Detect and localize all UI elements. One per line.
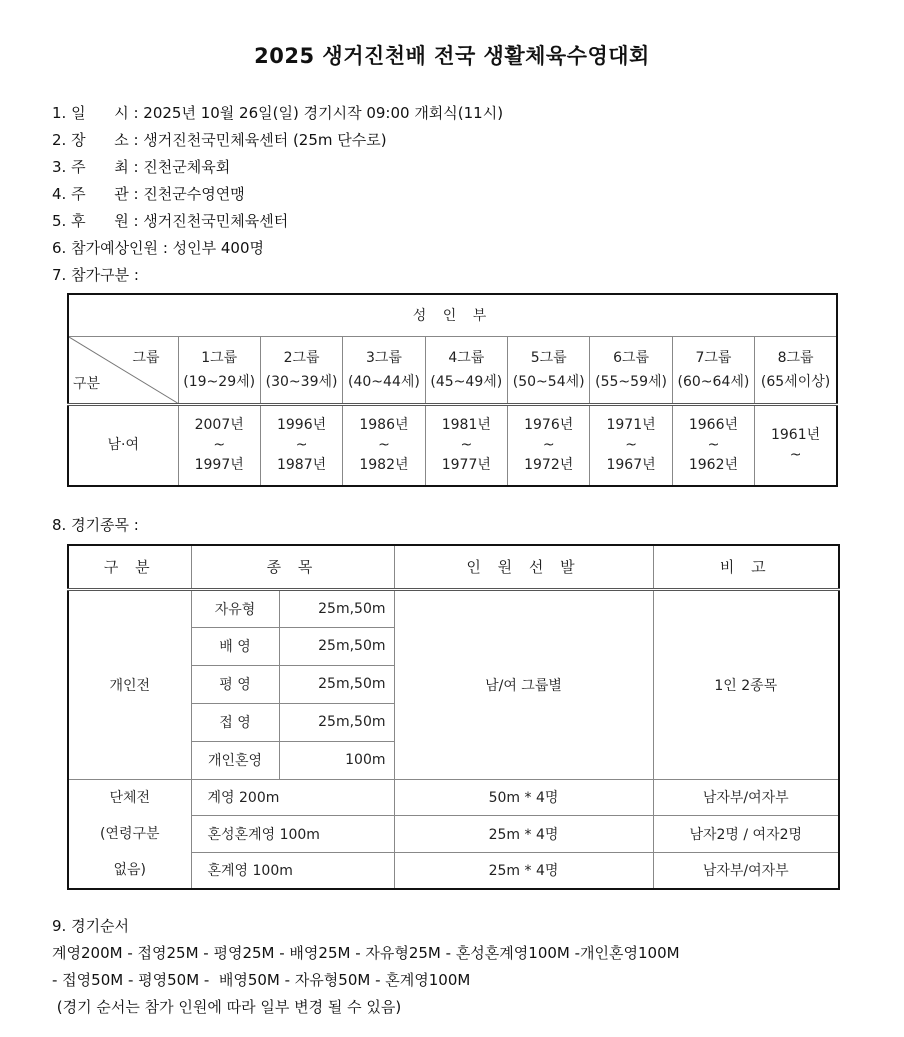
birth-range-4: 1981년 ~ 1977년 — [425, 404, 507, 486]
corner-label-group: 그룹 — [132, 349, 160, 366]
team-event-name: 혼계영 100m — [191, 852, 394, 889]
header-category: 구 분 — [68, 545, 191, 589]
order-line: 계영200M - 접영25M - 평영25M - 배영25M - 자유형25M - 혼성혼계영100M -개인혼영100M — [52, 944, 680, 962]
events-table — [67, 544, 840, 890]
team-event-note: 남자부/여자부 — [653, 852, 839, 889]
team-event-note: 남자부/여자부 — [653, 779, 839, 816]
corner-header — [68, 336, 178, 404]
info-label: 후 원 — [71, 212, 129, 230]
info-num: 6. — [52, 239, 67, 257]
group-header-3: 3그룹 (40~44세) — [343, 336, 425, 404]
event-name: 개인혼영 — [191, 741, 279, 779]
info-value: 진천군체육회 — [143, 158, 231, 176]
info-label: 참가예상인원 — [71, 239, 159, 257]
event-distance: 100m — [279, 741, 394, 779]
corner-label-category: 구분 — [73, 375, 101, 392]
info-num: 7. — [52, 266, 67, 284]
age-group-table — [67, 293, 838, 487]
event-name: 배 영 — [191, 627, 279, 665]
team-event-name: 계영 200m — [191, 779, 394, 816]
birth-range-6: 1971년 ~ 1967년 — [590, 404, 672, 486]
group-header-7: 7그룹 (60~64세) — [672, 336, 754, 404]
info-num: 2. — [52, 131, 67, 149]
birth-range-3: 1986년 ~ 1982년 — [343, 404, 425, 486]
order-note: (경기 순서는 참가 인원에 따라 일부 변경 될 수 있음) — [52, 998, 402, 1016]
info-num: 4. — [52, 185, 67, 203]
info-row-date: 1. 일 시 : 2025년 10월 26일(일) 경기시작 09:00 개회식(11시) — [52, 104, 504, 122]
event-name: 접 영 — [191, 703, 279, 741]
group-header-1: 1그룹 (19~29세) — [178, 336, 260, 404]
info-label: 주 최 — [71, 158, 129, 176]
info-value: 생거진천국민체육센터 (25m 단수로) — [143, 131, 387, 149]
info-row-category: 7. 참가구분 : — [52, 266, 139, 284]
team-event-selection: 50m * 4명 — [394, 779, 653, 816]
info-num: 5. — [52, 212, 67, 230]
header-selection: 인 원 선 발 — [394, 545, 653, 589]
info-row-organizer: 4. 주 관 : 진천군수영연맹 — [52, 185, 245, 203]
info-value: 진천군수영연맹 — [143, 185, 245, 203]
birth-range-7: 1966년 ~ 1962년 — [672, 404, 754, 486]
team-event-selection: 25m * 4명 — [394, 816, 653, 853]
birth-range-1: 2007년 ~ 1997년 — [178, 404, 260, 486]
info-row-venue: 2. 장 소 : 생거진천국민체육센터 (25m 단수로) — [52, 131, 387, 149]
document-title: 2025 생거진천배 전국 생활체육수영대회 — [254, 44, 650, 68]
info-num: 1. — [52, 104, 67, 122]
group-header-5: 5그룹 (50~54세) — [508, 336, 590, 404]
info-label: 참가구분 — [71, 266, 130, 284]
info-value: 생거진천국민체육센터 — [143, 212, 289, 230]
header-event: 종 목 — [191, 545, 394, 589]
group-header-6: 6그룹 (55~59세) — [590, 336, 672, 404]
event-distance: 25m,50m — [279, 589, 394, 627]
group-header-8: 8그룹 (65세이상) — [755, 336, 837, 404]
individual-label: 개인전 — [68, 589, 191, 779]
diagonal-line — [69, 337, 178, 403]
event-name: 평 영 — [191, 665, 279, 703]
info-list — [52, 102, 503, 291]
info-value: 2025년 10월 26일(일) 경기시작 09:00 개회식(11시) — [143, 104, 504, 122]
order-section — [52, 915, 680, 1023]
info-num: 3. — [52, 158, 67, 176]
individual-note: 1인 2종목 — [653, 589, 839, 779]
group-header-4: 4그룹 (45~49세) — [425, 336, 507, 404]
birth-range-8: 1961년 ~ — [755, 404, 837, 486]
event-name: 자유형 — [191, 589, 279, 627]
info-label: 주 관 — [71, 185, 129, 203]
birth-range-5: 1976년 ~ 1972년 — [508, 404, 590, 486]
event-distance: 25m,50m — [279, 703, 394, 741]
team-event-name: 혼성혼계영 100m — [191, 816, 394, 853]
order-heading: 9. 경기순서 — [52, 917, 130, 935]
event-distance: 25m,50m — [279, 665, 394, 703]
birth-range-2: 1996년 ~ 1987년 — [260, 404, 342, 486]
section-events-label: 8. 경기종목 : — [52, 516, 139, 534]
group-header-2: 2그룹 (30~39세) — [260, 336, 342, 404]
team-event-selection: 25m * 4명 — [394, 852, 653, 889]
team-label: 단체전 (연령구분 없음) — [68, 779, 191, 889]
team-event-note: 남자2명 / 여자2명 — [653, 816, 839, 853]
section-header: 성 인 부 — [68, 294, 837, 336]
info-row-host: 3. 주 최 : 진천군체육회 — [52, 158, 231, 176]
row-label-gender: 남·여 — [68, 404, 178, 486]
info-value: 성인부 400명 — [172, 239, 264, 257]
info-label: 일 시 — [71, 104, 129, 122]
event-distance: 25m,50m — [279, 627, 394, 665]
info-row-participants: 6. 참가예상인원 : 성인부 400명 — [52, 239, 264, 257]
order-line: - 접영50M - 평영50M - 배영50M - 자유형50M - 혼계영100M — [52, 971, 471, 989]
header-note: 비 고 — [653, 545, 839, 589]
info-row-sponsor: 5. 후 원 : 생거진천국민체육센터 — [52, 212, 289, 230]
individual-selection: 남/여 그룹별 — [394, 589, 653, 779]
info-label: 장 소 — [71, 131, 129, 149]
